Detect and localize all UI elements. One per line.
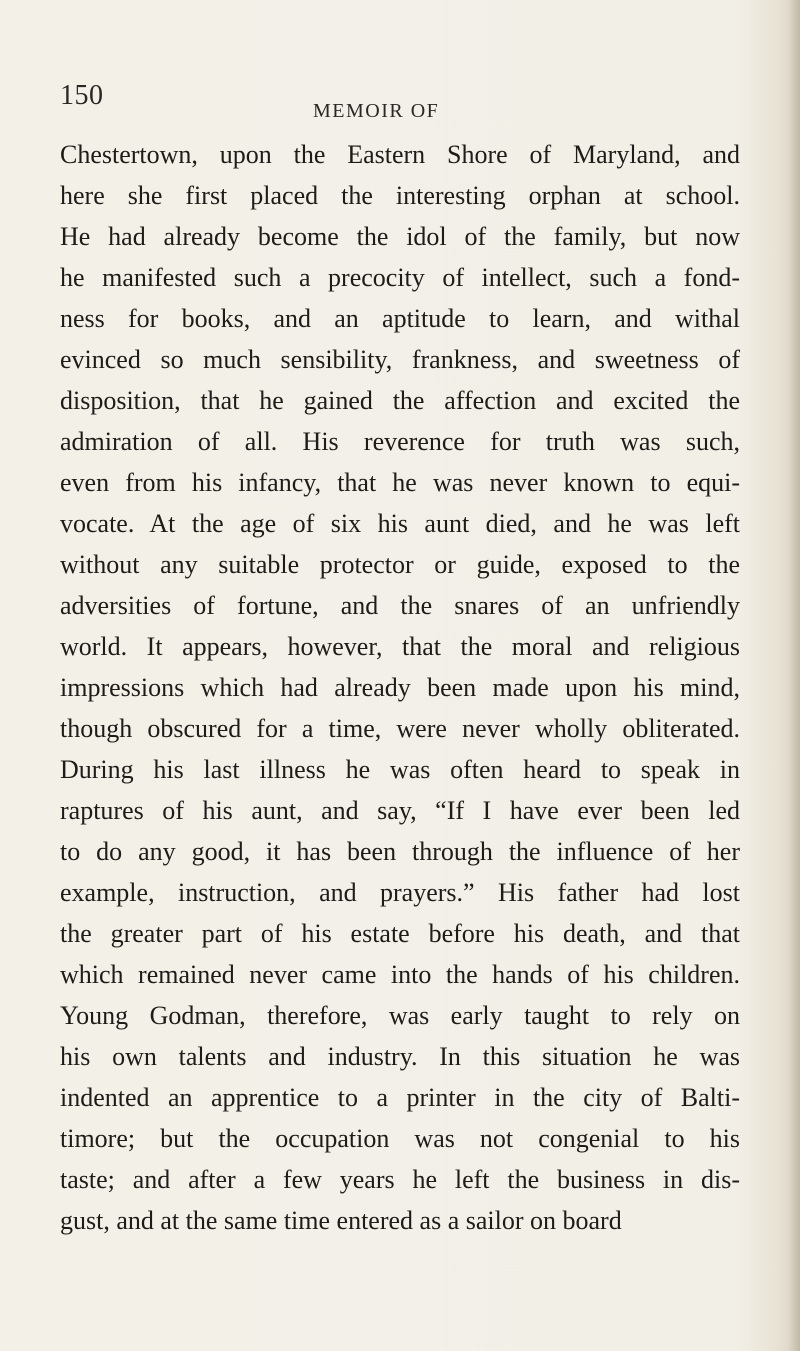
page-number: 150 bbox=[60, 80, 104, 111]
text-line: adversities of fortune, and the snares of an unfriendly bbox=[60, 591, 740, 620]
text-line: here she first placed the interesting orphan at school. bbox=[60, 181, 740, 210]
text-line: ness for books, and an aptitude to learn, and withal bbox=[60, 304, 740, 333]
text-line: even from his infancy, that he was never known to equi- bbox=[60, 468, 740, 497]
text-line: Young Godman, therefore, was early taught to rely on bbox=[60, 1001, 740, 1030]
text-line: admiration of all. His reverence for truth was such, bbox=[60, 427, 740, 456]
text-line: He had already become the idol of the family, but now bbox=[60, 222, 740, 251]
text-line: During his last illness he was often heard to speak in bbox=[60, 755, 740, 784]
text-line: to do any good, it has been through the influence of her bbox=[60, 837, 740, 866]
text-line: indented an apprentice to a printer in the city of Balti- bbox=[60, 1083, 740, 1112]
text-line: timore; but the occupation was not congenial to his bbox=[60, 1124, 740, 1153]
text-line: world. It appears, however, that the moral and religious bbox=[60, 632, 740, 661]
text-line: which remained never came into the hands of his children. bbox=[60, 960, 740, 989]
running-head: MEMOIR OF bbox=[313, 100, 440, 122]
text-line: impressions which had already been made upon his mind, bbox=[60, 673, 740, 702]
text-line: his own talents and industry. In this situation he was bbox=[60, 1042, 740, 1071]
text-line: though obscured for a time, were never wholly obliterated. bbox=[60, 714, 740, 743]
text-line: the greater part of his estate before his death, and that bbox=[60, 919, 740, 948]
text-line: evinced so much sensibility, frankness, and sweetness of bbox=[60, 345, 740, 374]
text-line: gust, and at the same time entered as a sailor on board bbox=[60, 1206, 622, 1235]
page-edge-shadow bbox=[788, 0, 800, 1351]
text-line: taste; and after a few years he left the business in dis- bbox=[60, 1165, 740, 1194]
text-line: Chestertown, upon the Eastern Shore of Maryland, and bbox=[60, 140, 740, 169]
text-line: example, instruction, and prayers.” His father had lost bbox=[60, 878, 740, 907]
body-text bbox=[60, 134, 740, 1241]
text-line: disposition, that he gained the affection and excited the bbox=[60, 386, 740, 415]
text-line: he manifested such a precocity of intellect, such a fond- bbox=[60, 263, 740, 292]
text-line: without any suitable protector or guide, exposed to the bbox=[60, 550, 740, 579]
text-line: raptures of his aunt, and say, “If I have ever been led bbox=[60, 796, 740, 825]
text-line: vocate. At the age of six his aunt died, and he was left bbox=[60, 509, 740, 538]
